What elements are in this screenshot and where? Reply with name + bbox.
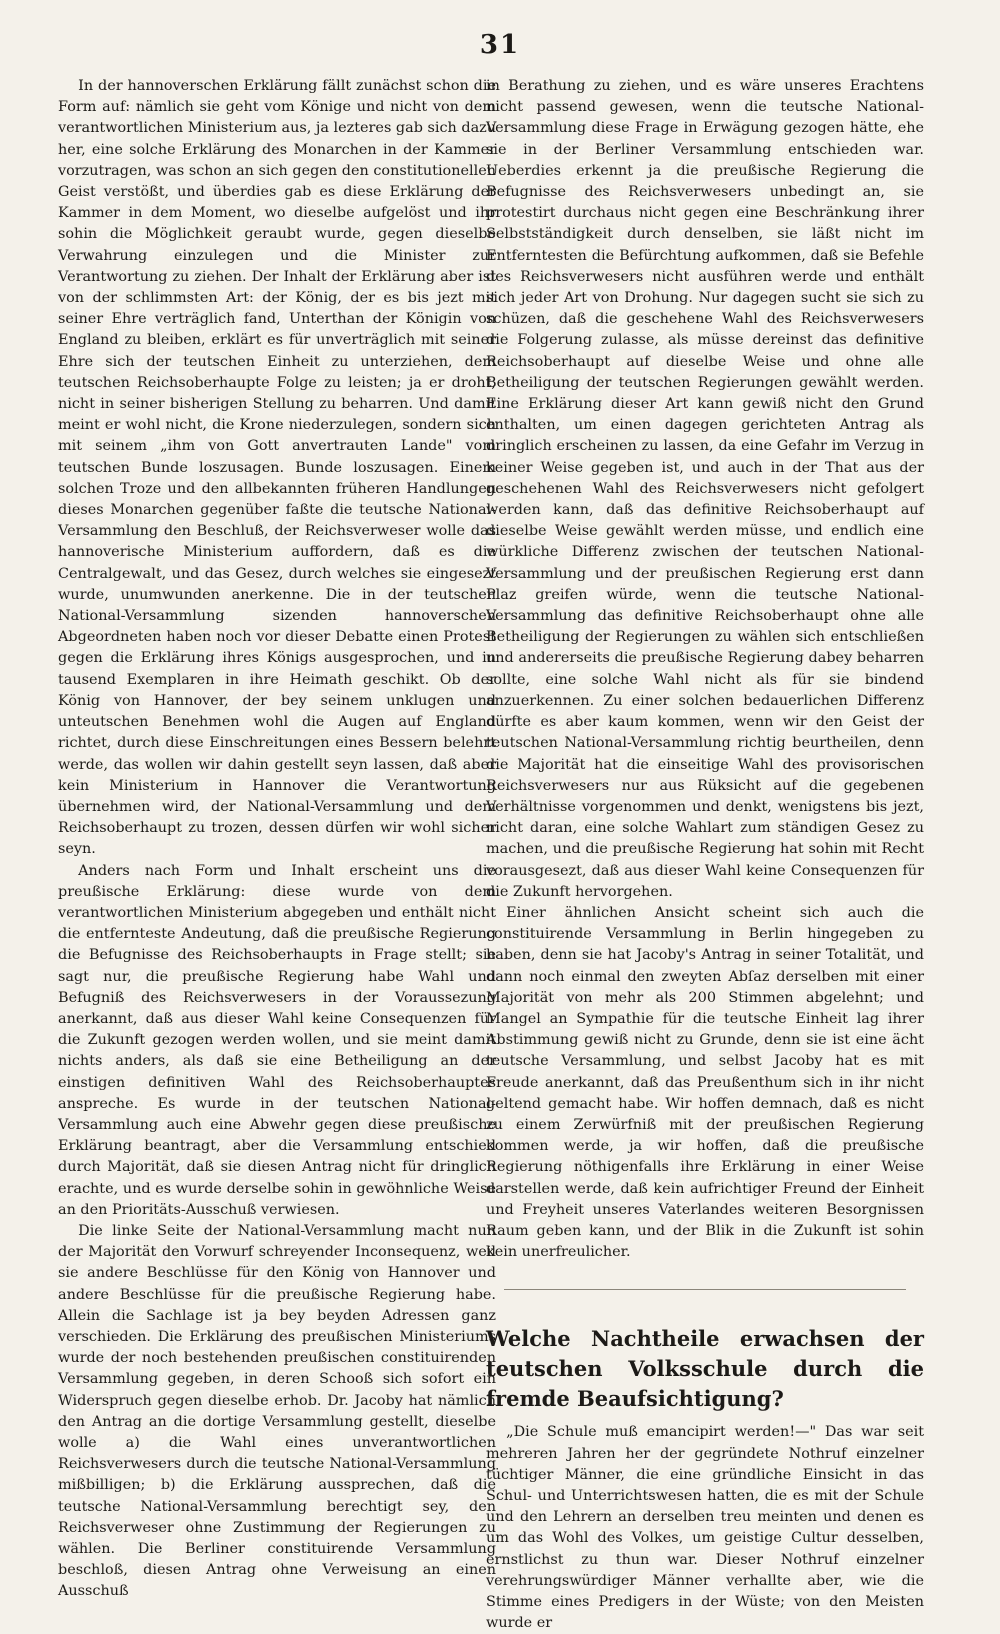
section-heading: Welche Nachtheile erwachsen der teutschen Volksschule durch die fremde Beaufsichtigung? (486, 1326, 924, 1412)
section-divider (504, 1289, 906, 1290)
paragraph-left-side: Die linke Seite der National-Versammlung macht nun der Majorität den Vorwurf schreyender Inconsequenz, weil sie andere Beschlüsse für den König von Hannover und andere Beschlüsse für die preußische Regierung habe. Allein die Sachlage ist ja bey beyden Adressen ganz verschieden. Die Erklärung des preußischen Ministeriums wurde der noch bestehenden preußischen constituirenden Versammlung gegeben, in deren Schooß sich sofort ein Widerspruch gegen dieselbe erhob. Dr. Jacoby hat nämlich den Antrag an die dortige Versammlung gestellt, dieselbe wolle a) die Wahl eines unverantwortlichen Reichsverwesers durch die teutsche National-Versammlung mißbilligen; b) die Erklärung aussprechen, daß die teutsche National-Versammlung berechtigt sey, den Reichsverweser ohne Zustimmung der Regierungen zu wählen. Die Berliner constituirende Versammlung beschloß, diesen Antrag ohne Verweisung an einen Ausschuß (58, 1222, 496, 1600)
paragraph-school: „Die Schule muß emancipirt werden!—" Das war seit mehreren Jahren her der gegründete Nothruf einzelner tüchtiger Männer, die eine gründliche Einsicht in das Schul- und Unterrichtswesen hatten, die es mit der Schule und den Lehrern an derselben treu meinten und denen es um das Wohl des Volkes, um geistige Cultur desselben, ernstlichst zu thun war. Dieser Nothruf einzelner verehrungswürdiger Männer verhallte aber, wie die Stimme eines Predigers in der Wüste; von den Meisten wurde er (486, 1424, 924, 1632)
paragraph-prussian-declaration: Anders nach Form und Inhalt erscheint uns die preußische Erklärung: diese wurde von dem verantwortlichen Ministerium abgegeben und enthält nicht die entfernteste Andeutung, daß die preußische Regierung die Befugnisse des Reichsoberhaupts in Frage stellt; sie sagt nur, die preußische Regierung habe Wahl und Befugniß des Reichsverwesers in der Voraussezung anerkannt, daß aus dieser Wahl keine Consequenzen für die Zukunft gezogen werden wollen, und sie meint damit nichts anders, als daß sie eine Betheiligung an der einstigen definitiven Wahl des Reichsoberhauptes anspreche. Es wurde in der teutschen National-Versammlung auch eine Abwehr gegen diese preußische Erklärung beantragt, aber die Versammlung entschied durch Majorität, daß sie diesen Antrag nicht für dringlich erachte, und es wurde derselbe sohin in gewöhnliche Weise an den Prioritäts-Ausschuß verwiesen. (58, 862, 496, 1218)
page-number: 31 (479, 30, 521, 60)
paragraph-berlin-assembly: Einer ähnlichen Ansicht scheint sich auch die constituirende Versammlung in Berlin hingegeben zu haben, denn sie hat Jacoby's Antrag in seiner Totalität, und dann noch einmal den zweyten Abſaz derselben mit einer Majorität von mehr als 200 Stimmen abgelehnt; und Mangel an Sympathie für die teutsche Einheit lag ihrer Abstimmung gewiß nicht zu Grunde, denn sie ist eine ächt teutsche Versammlung, und selbst Jacoby hat es mit Freude anerkannt, daß das Preußenthum sich in ihr nicht geltend gemacht habe. Wir hoffen demnach, daß es nicht zu einem Zerwürfniß mit der preußischen Regierung kommen werde, ja wir hoffen, daß die preußische Regierung nöthigenfalls ihre Erklärung in einer Weise darstellen werde, daß kein aufrichtiger Freund der Einheit und Freyheit unseres Vaterlandes weiteren Besorgnissen Raum geben kann, und der Blik in die Zukunft ist sohin kein unerfreulicher. (486, 904, 924, 1261)
left-column (58, 76, 496, 1603)
right-column (486, 76, 924, 1634)
paragraph-hannover: In der hannoverschen Erklärung fällt zunächst schon die Form auf: nämlich sie geht vom Könige und nicht von dem verantwortlichen Ministerium aus, ja lezteres gab sich dazu her, eine solche Erklärung des Monarchen in der Kammer vorzutragen, was schon an sich gegen den constitutionellen Geist verstößt, und überdies gab es diese Erklärung der Kammer in dem Moment, wo dieselbe aufgelöst und ihr sohin die Möglichkeit geraubt wurde, gegen dieselbe Verwahrung einzulegen und die Minister zur Verantwortung zu ziehen. Der Inhalt der Erklärung aber ist von der schlimmsten Art: der König, der es bis jezt mit seiner Ehre verträglich fand, Unterthan der Königin von England zu bleiben, erklärt es für unverträglich mit seiner Ehre sich der teutschen Einheit zu unterziehen, dem teutschen Reichsoberhaupte Folge zu leisten; ja er droht, nicht in seiner bisherigen Stellung zu beharren. Und damit meint er wohl nicht, die Krone niederzulegen, sondern sich mit seinem „ihm von Gott anvertrauten Lande" vom teutschen Bunde loszusagen. Bunde loszusagen. Einem solchen Troze und den allbekannten früheren Handlungen dieses Monarchen gegenüber faßte die teutsche National-Versammlung den Beschluß, der Reichsverweser wolle das hannoverische Ministerium auffordern, daß es die Centralgewalt, und das Gesez, durch welches sie eingesezt wurde, unumwunden anerkenne. Die in der teutschen National-Versammlung sizenden hannoverschen Abgeordneten haben noch vor dieser Debatte einen Protest gegen die Erklärung ihres Königs ausgesprochen, und in tausend Exemplaren in ihre Heimath geschikt. Ob der König von Hannover, der bey seinem unklugen und unteutschen Benehmen wohl die Augen auf England richtet, durch diese Einschreitungen eines Bessern belehrt werde, das wollen wir dahin gestellt seyn lassen, daß aber kein Ministerium in Hannover die Verantwortung übernehmen wird, der National-Versammlung und dem Reichsoberhaupt zu trozen, dessen dürfen wir wohl sicher seyn. (58, 78, 497, 858)
paragraph-continuation: in Berathung zu ziehen, und es wäre unseres Erachtens nicht passend gewesen, wenn die teutsche National-Versammlung diese Frage in Erwägung gezogen hätte, ehe sie in der Berliner Versammlung entschieden war. Ueberdies erkennt ja die preußische Regierung die Befugnisse des Reichsverwesers unbedingt an, sie protestirt durchaus nicht gegen eine Beschränkung ihrer Selbstständigkeit durch denselben, sie läßt nicht im Entferntesten die Befürchtung aufkommen, daß sie Befehle des Reichsverwesers nicht ausführen werde und enthält sich jeder Art von Drohung. Nur dagegen sucht sie sich zu schüzen, daß die geschehene Wahl des Reichsverwesers die Folgerung zulasse, als müsse dereinst das definitive Reichsoberhaupt auf dieselbe Weise und ohne alle Betheiligung der teutschen Regierungen gewählt werden. Eine Erklärung dieser Art kann gewiß nicht den Grund enthalten, um einen dagegen gerichteten Antrag als dringlich erscheinen zu lassen, da eine Gefahr im Verzug in keiner Weise gegeben ist, und auch in der That aus der geschehenen Wahl des Reichsverwesers nicht gefolgert werden kann, daß das definitive Reichsoberhaupt auf dieselbe Weise gewählt werden müsse, und endlich eine würkliche Differenz zwischen der teutschen National-Versammlung und der preußischen Regierung erst dann Plaz greifen würde, wenn die teutsche National-Versammlung das definitive Reichsoberhaupt ohne alle Betheiligung der Regierungen zu wählen sich entschließen und andererseits die preußische Regierung dabey beharren sollte, eine solche Wahl nicht als für sie bindend anzuerkennen. Zu einer solchen bedauerlichen Differenz dürfte es aber kaum kommen, wenn wir den Geist der teutschen National-Versammlung richtig beurtheilen, denn die Majorität hat die einseitige Wahl des provisorischen Reichsverwesers nur aus Rüksicht auf die gegebenen Verhältnisse vorgenommen und denkt, wenigstens bis jezt, nicht daran, eine solche Wahlart zum ständigen Gesez zu machen, und die preußische Regierung hat sohin mit Recht vorausgesezt, daß aus dieser Wahl keine Consequenzen für die Zukunft hervorgehen. (486, 78, 924, 900)
